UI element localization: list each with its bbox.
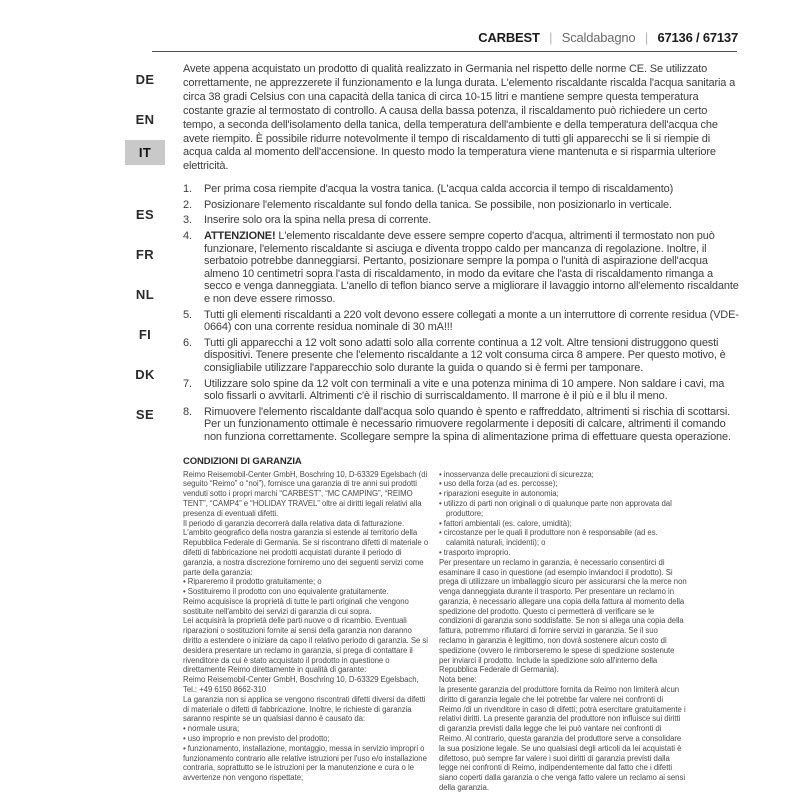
warranty-bullet: • inosservanza delle precauzioni di sicurezza; — [439, 469, 594, 479]
instruction-item-8 — [183, 406, 739, 444]
warranty-bullet: • circostanze per le quali il produttore non è responsabile (ad es. calamità naturali, incidenti); o — [439, 528, 658, 548]
warranty-paragraph: Reimo Reisemobil-Center GmbH, Boschring 10, D-63329 Egelsbach (di seguito “Reimo” o “noi”), fornisce una garanzia di tre anni sui prodotti venduti sotto i propri marchi “CARBEST”, “MC CAMPING”, “REIMO TENT”, “CAMP4” e “HOLIDAY TRAVEL” oltre ai diritti legali relativi alla presenza di eventuali difetti. — [183, 469, 428, 518]
warranty-section — [183, 456, 739, 793]
header-rule — [152, 51, 737, 52]
product-name: Scaldabagno — [561, 30, 636, 45]
warranty-paragraph: Per presentare un reclamo in garanzia, è necessario consentirci di esaminare il caso in questione (ad esempio inviandoci il prodotto). Si prega di utilizzare un imballaggio sicuro per assicurarsi che la merce non venga danneggiata durante il trasporto. Per presentare un reclamo in garanzia, è necessario allegare una copia della fattura al momento della spedizione del prodotto. Questo ci permetterà di verificare se le condizioni di garanzia sono soddisfatte. Se non si allega una copia della fattura, potremmo rifiutarci di fornire servizi in garanzia. Se il suo reclamo in garanzia è legittimo, non dovrà sostenere alcun costo di spedizione (ovvero le rimborseremo le spese di spedizione sostenute per inviarci il prodotto. Include la spedizione solo all'interno della Repubblica Federale di Germania). — [439, 557, 687, 675]
instruction-number: 7. — [183, 377, 192, 390]
warranty-paragraph: La garanzia non si applica se vengono riscontrati difetti diversi da difetti di materiale o difetti di fabbricazione. Inoltre, le richieste di garanzia saranno respinte se un qualsiasi danno è causato da: — [183, 694, 426, 724]
instruction-text: Tutti gli apparecchi a 12 volt sono adatti solo alla corrente continua a 12 volt. Altre tensioni distruggono questi dispositivi. Tenere presente che l'elemento riscaldante a 12 volt consuma circa 8 ampere. Per questo motivo, è consigliabile utilizzare l'apparecchio solo durante la guida o quando si è fermi per tamponare. — [204, 336, 726, 374]
language-tab-se: SE — [135, 407, 155, 422]
warranty-paragraph: Lei acquisirà la proprietà delle parti nuove o di ricambio. Eventuali riparazioni o sostituzioni fornite ai sensi della garanzia non daranno diritto a estendere o iniziare da capo il relativo periodo di garanzia. Se si desidera presentare un reclamo in garanzia, si prega di contattare il rivenditore da cui è stato acquistato il prodotto in questione o direttamente Reimo direttamente in qualità di garante: — [183, 616, 428, 675]
instruction-text: ATTENZIONE! L'elemento riscaldante deve essere sempre coperto d'acqua, altrimenti il termostato non può funzionare, l'elemento riscaldante si asciuga e diventa troppo caldo per mancanza di regolazione. Inoltre, il serbatoio potrebbe danneggiarsi. Pertanto, posizionare sempre la pompa o l'unità di aspirazione dell'acqua almeno 10 centimetri sopra l'asta di riscaldamento, in modo da evitare che l'asta di riscaldamento rimanga a secco e venga danneggiata. L'anello di teflon bianco serve a migliorare il lavaggio intorno all'elemento riscaldante e non deve essere rimosso. — [204, 230, 739, 305]
header-separator: | — [549, 30, 553, 45]
warranty-bullet: • uso improprio e non previsto del prodotto; — [183, 734, 330, 744]
instruction-item-1 — [183, 183, 739, 196]
language-tab-fr: FR — [135, 247, 155, 262]
warranty-right-column — [439, 470, 687, 793]
warranty-paragraph: la presente garanzia del produttore fornita da Reimo non limiterà alcun diritto di garanzia legale che lei potrebbe far valere nei confronti di Reimo /di un rivenditore in caso di difetti; potrà esercitare gratuitamente i relativi diritti. La presente garanzia del produttore non influisce sui diritti di garanzia previsti dalla legge che lei può vantare nei confronti di Reimo. Al contrario, questa garanzia del produttore serve a consolidare la sua posizione legale. Se uno qualsiasi degli articoli da lei acquistati è difettoso, può sempre far valere i suoi diritti di garanzia previsti dalla legge nei confronti di Reimo, indipendentemente dal fatto che i difetti siano coperti dalla garanzia o che venga fatto valere un reclamo ai sensi della garanzia. — [439, 685, 686, 793]
warranty-bullet: • trasporto improprio. — [439, 547, 511, 557]
instruction-text: Tutti gli elementi riscaldanti a 220 volt devono essere collegati a monte a un interruttore di corrente residua (VDE-0664) con una corrente residua nominale di 30 mA!!! — [204, 308, 739, 334]
warranty-columns — [183, 470, 739, 793]
header-separator: | — [644, 30, 649, 45]
warranty-paragraph: Reimo Reisemobil-Center GmbH, Boschring 10, D-63329 Egelsbach, — [183, 675, 419, 685]
instruction-text: Inserire solo ora la spina nella presa di corrente. — [204, 214, 432, 227]
language-tab-en: EN — [135, 112, 155, 127]
warranty-paragraph: Tel.: +49 6150 8662-310 — [183, 685, 267, 695]
instruction-item-7 — [183, 378, 739, 403]
instructions-list — [183, 183, 739, 443]
instruction-item-2 — [183, 199, 739, 212]
warranty-paragraph: Reimo acquisisce la proprietà di tutte le parti originali che vengono sostituite nell'ambito dei servizi di garanzia di cui sopra. — [183, 596, 409, 616]
instruction-item-4 — [183, 230, 739, 306]
instruction-number: 5. — [183, 308, 192, 321]
instruction-number: 8. — [183, 405, 192, 418]
warranty-bullet: • normale usura; — [183, 724, 240, 734]
warranty-paragraph: Nota bene: — [439, 675, 477, 685]
instruction-item-5 — [183, 309, 739, 334]
language-tab-nl: NL — [135, 287, 155, 302]
language-sidebar — [125, 67, 165, 442]
instruction-text: Rimuovere l'elemento riscaldante dall'acqua solo quando è spento e raffreddato, altrimenti si rischia di scottarsi. Per un funzionamento ottimale è necessario rimuovere regolarmente i depositi di calcare, altrimenti il comando non funziona correttamente. Scollegare sempre la spina di alimentazione prima di effettuare questa operazione. — [204, 405, 731, 443]
warranty-bullet: • fattori ambientali (es. calore, umidità); — [439, 518, 572, 528]
instruction-number: 2. — [183, 198, 192, 211]
warranty-bullet: • riparazioni eseguite in autonomia; — [439, 489, 559, 499]
warranty-heading: CONDIZIONI DI GARANZIA — [183, 455, 302, 467]
instruction-number: 4. — [183, 230, 192, 243]
warranty-paragraph: Il periodo di garanzia decorrerà dalla relativa data di fatturazione. L'ambito geografico della nostra garanzia si estende al territorio della Repubblica Federale di Germania. Se si riscontrano difetti di materiale o difetti di fabbricazione nei prodotti acquistati durante il periodo di garanzia, a nostra discrezione forniremo uno dei seguenti servizi come parte della garanzia: — [183, 518, 429, 577]
instruction-item-6 — [183, 337, 739, 375]
product-codes: 67136 / 67137 — [657, 30, 738, 45]
instruction-text: Utilizzare solo spine da 12 volt con terminali a vite e una potenza minima di 10 ampere. Non saldare i cavi, ma solo fissarli o avvitarli. Altrimenti c'è il rischio di surriscaldamento. Il marrone è il più e il blu il meno. — [204, 377, 725, 403]
instruction-number: 6. — [183, 336, 192, 349]
warranty-bullet: • Ripareremo il prodotto gratuitamente; o — [183, 577, 322, 587]
warranty-bullet: • uso della forza (ad es. percosse); — [439, 479, 558, 489]
brand-name: CARBEST — [478, 30, 540, 45]
language-tab-es: ES — [135, 207, 155, 222]
intro-paragraph: Avete appena acquistato un prodotto di qualità realizzato in Germania nel rispetto delle norme CE. Se utilizzato correttamente, ne apprezzerete il funzionamento e la lunga durata. L'elemento riscaldante riscalda l'acqua sanitaria a circa 38 gradi Celsius con una capacità della tanica di circa 10-15 litri e mantiene sempre questa temperatura costante grazie al termostato di controllo. A causa della bassa potenza, il riscaldamento può richiedere un certo tempo, a seconda dell'isolamento della tanica, della temperatura dell'ambiente e della temperatura dell'acqua che avete riempito. È possibile ridurre notevolmente il tempo di riscaldamento di tutti gli apparecchi se li si riempie di acqua calda al momento dell'accensione. In questo modo la temperatura viene mantenuta e si risparmia ulteriore elettricità. — [183, 63, 736, 173]
instruction-text: Per prima cosa riempite d'acqua la vostra tanica. (L'acqua calda accorcia il tempo di riscaldamento) — [204, 183, 674, 196]
warranty-bullet: • utilizzo di parti non originali o di qualunque parte non approvata dal produttore; — [439, 498, 672, 518]
language-tab-fi: FI — [138, 327, 152, 342]
instruction-text: Posizionare l'elemento riscaldante sul fondo della tanica. Se possibile, non posizionarlo in verticale. — [204, 198, 672, 211]
warranty-bullet: • Sostituiremo il prodotto con uno equivalente gratuitamente. — [183, 587, 389, 597]
warranty-bullet: • funzionamento, installazione, montaggio, messa in servizio impropri o funzionamento contrario alle relative istruzioni per l'uso e/o installazione contraria, soprattutto se le istruzioni per la manutenzione e cura o le avvertenze non vengono rispettate; — [183, 743, 427, 783]
language-tab-dk: DK — [135, 367, 155, 382]
main-content — [183, 63, 739, 793]
language-tab-it: IT — [125, 140, 165, 165]
language-tab-de: DE — [135, 72, 155, 87]
page-header — [478, 30, 738, 45]
instruction-item-3 — [183, 214, 739, 227]
warranty-left-column — [183, 470, 431, 793]
instruction-number: 3. — [183, 214, 192, 227]
instruction-number: 1. — [183, 183, 192, 196]
